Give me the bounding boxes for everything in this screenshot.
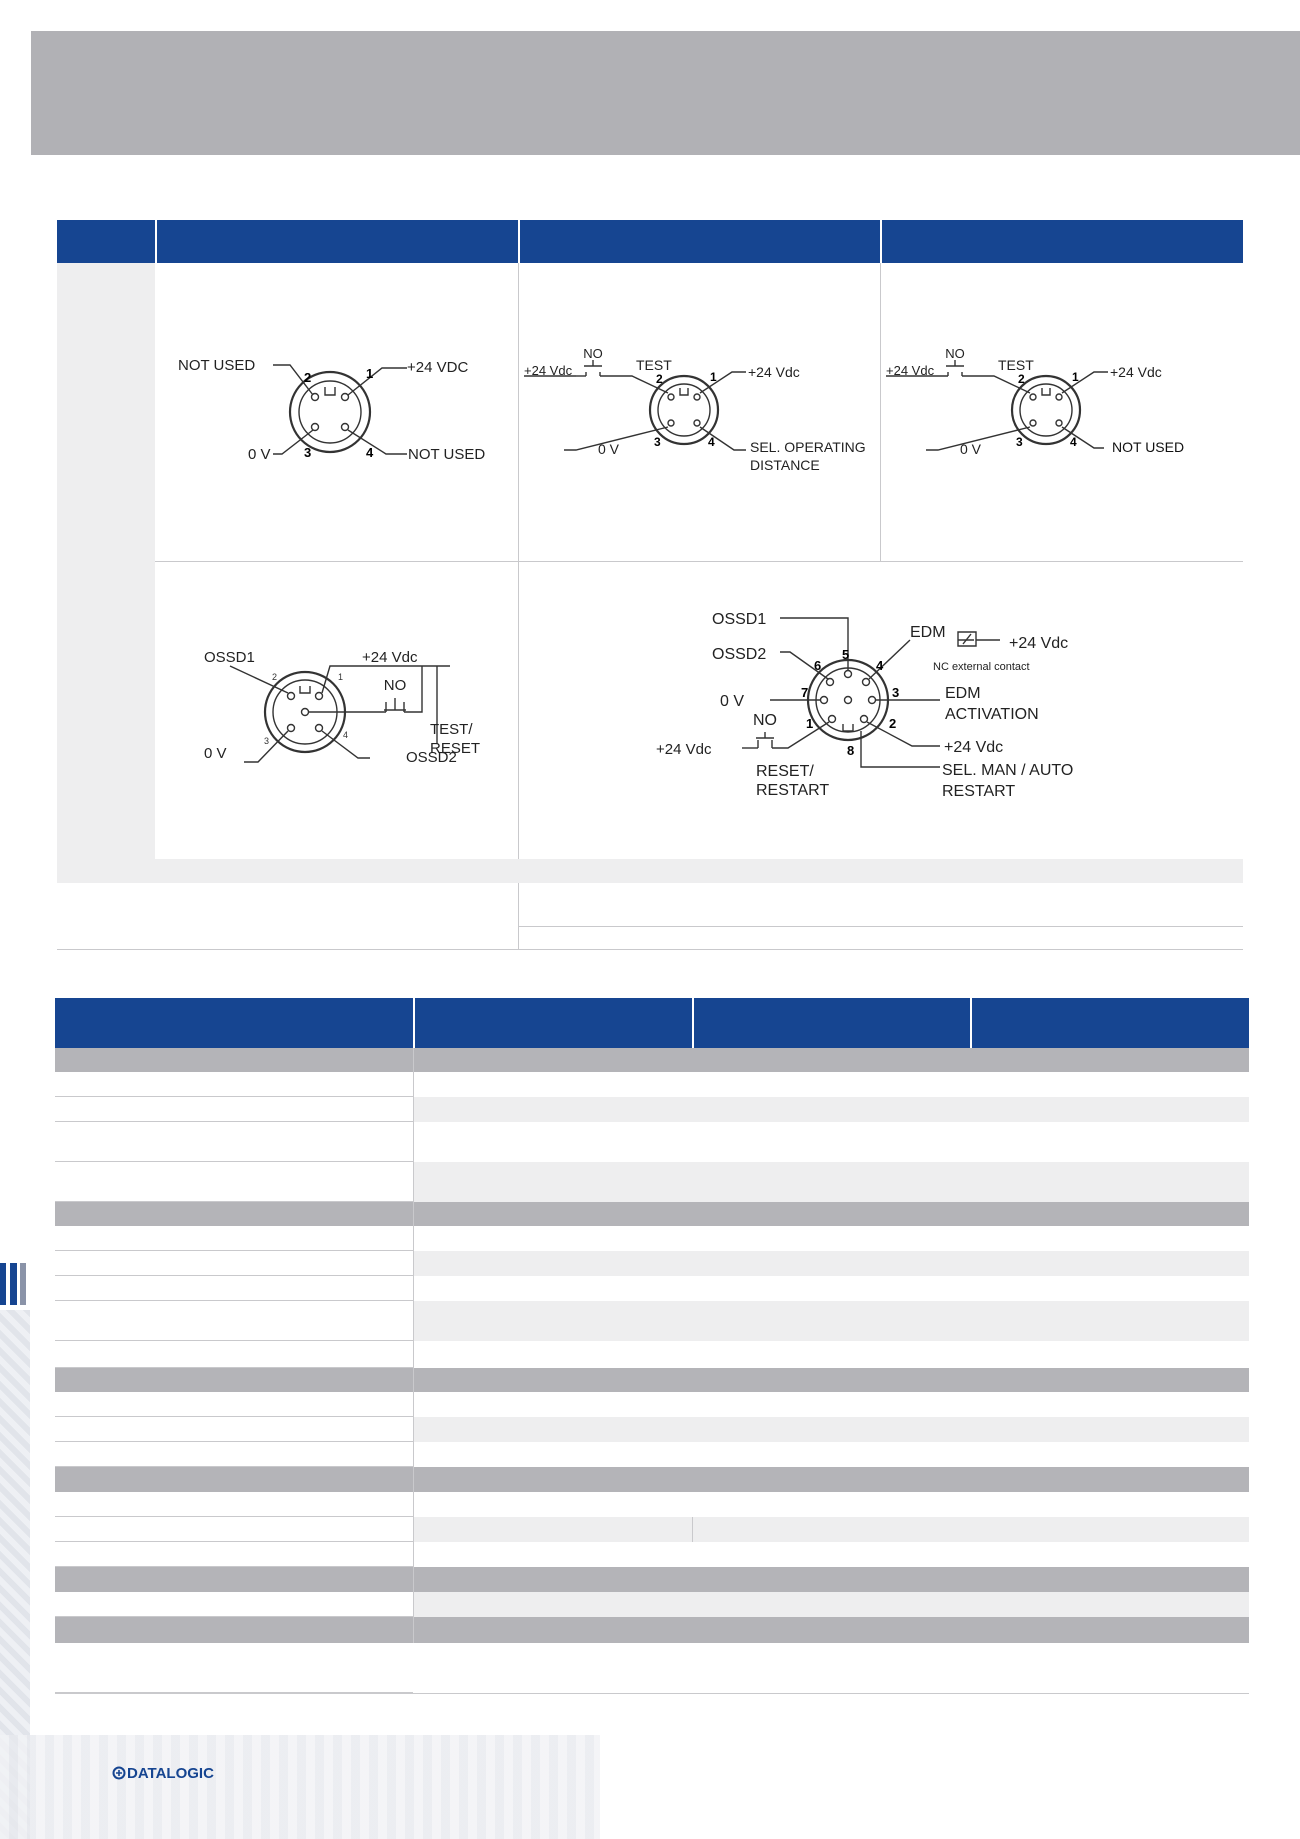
- section-row: [55, 1368, 1249, 1392]
- edm-label: EDM: [910, 624, 946, 641]
- test-reset-label: TEST/: [430, 721, 473, 738]
- supply-label: +24 Vdc: [362, 649, 418, 666]
- edm-supply-label: +24 Vdc: [1009, 635, 1069, 652]
- table-row-value: [414, 1226, 1249, 1251]
- pin-number: 3: [1016, 435, 1023, 449]
- table-divider: [413, 1048, 414, 1643]
- connections-table-footer-strip: [57, 859, 1243, 883]
- pin-number: 3: [892, 685, 900, 700]
- pin-number: 4: [366, 445, 374, 460]
- header-column-divider: [413, 998, 415, 1048]
- ossd2-label: OSSD2: [712, 646, 767, 663]
- section-row: [55, 1467, 1249, 1492]
- ossd2-label: OSSD2: [406, 749, 457, 766]
- section-row: [55, 1202, 1249, 1226]
- table-row-value: [414, 1492, 1249, 1517]
- pin-number: 4: [708, 435, 715, 449]
- table-row-value: [414, 1442, 1249, 1467]
- pin1-label: +24 Vdc: [748, 364, 800, 380]
- technical-data-table-header: [55, 998, 1249, 1048]
- no-contact-label: NO: [583, 346, 603, 361]
- table-row-label: [55, 1301, 413, 1341]
- test-reset-label-line2: RESET: [430, 740, 481, 757]
- pin2-label: NOT USED: [178, 357, 256, 374]
- table-row-value: [414, 1592, 1249, 1617]
- pin-number: 2: [1018, 372, 1025, 386]
- table-row-label: [55, 1162, 413, 1202]
- pin-number: 1: [366, 366, 374, 381]
- pin-number: 3: [304, 445, 312, 460]
- pin-number: 2: [304, 370, 312, 385]
- table-row-value: [414, 1162, 1249, 1202]
- table-row-label: [55, 1122, 413, 1162]
- receiver-connector-diagram: [190, 640, 510, 770]
- no-contact-label: NO: [945, 346, 965, 361]
- pin-number: 2: [889, 716, 897, 731]
- table-row-label: [55, 1542, 413, 1567]
- emitter-test-only-connector-diagram: [882, 340, 1242, 480]
- table-divider: [692, 1517, 693, 1542]
- pin-number: 7: [801, 685, 809, 700]
- table-row-value: [414, 1643, 1249, 1693]
- receiver-8pin-connector-diagram: [650, 600, 1130, 810]
- table-divider: [55, 1693, 1249, 1694]
- footer-pattern: [0, 1735, 600, 1839]
- pin-number: 1: [338, 672, 344, 682]
- pin-number: 6: [814, 658, 822, 673]
- table-row-value: [414, 1072, 1249, 1097]
- pin2-label: +24 Vdc: [944, 739, 1004, 756]
- pin4-label-line2: DISTANCE: [750, 457, 820, 473]
- header-column-divider: [970, 998, 972, 1048]
- pin-number: 1: [710, 370, 717, 384]
- edm-activation-label: EDM: [945, 685, 981, 702]
- pin-number: 3: [264, 736, 270, 746]
- datalogic-logo: [112, 1762, 232, 1784]
- pin-number: 8: [847, 743, 855, 758]
- section-row: [55, 1048, 1249, 1072]
- test-label: TEST: [998, 357, 1034, 373]
- table-row-value: [414, 1251, 1249, 1276]
- zero-v-label: 0 V: [720, 693, 745, 710]
- table-row-value: [414, 1542, 1249, 1567]
- pin1-label: +24 Vdc: [1110, 364, 1162, 380]
- pin4-label: SEL. OPERATING: [750, 439, 866, 455]
- table-row-label: [55, 1097, 413, 1122]
- ossd1-label: OSSD1: [204, 649, 255, 666]
- sel-restart-label-line2: RESTART: [942, 783, 1016, 800]
- table-row-label: [55, 1276, 413, 1301]
- table-row-value: [414, 1517, 1249, 1542]
- table-row-value: [414, 1276, 1249, 1301]
- pin3-label: 0 V: [598, 441, 620, 457]
- table-row-value: [414, 1122, 1249, 1162]
- supply-label: +24 Vdc: [886, 363, 935, 378]
- side-tab-marker: [0, 1263, 28, 1305]
- page-header-band: [31, 31, 1300, 155]
- table-row-label: [55, 1251, 413, 1276]
- table-row-value: [414, 1341, 1249, 1368]
- reset-restart-label: RESET/: [756, 763, 814, 780]
- ossd1-label: OSSD1: [712, 611, 767, 628]
- no-contact-label: NO: [383, 677, 407, 694]
- table-row-label: [55, 1643, 413, 1693]
- pin-number: 4: [876, 658, 884, 673]
- pin-number: 4: [1070, 435, 1077, 449]
- table-row-value: [414, 1392, 1249, 1417]
- no-contact-label: NO: [753, 712, 777, 729]
- table-row-label: [55, 1517, 413, 1542]
- table-row-value: [414, 1097, 1249, 1122]
- pin-number: 2: [272, 672, 278, 682]
- header-column-divider: [692, 998, 694, 1048]
- table-row-label: [55, 1226, 413, 1251]
- emitter-connector-diagram: [170, 340, 510, 480]
- zero-v-label: 0 V: [204, 745, 227, 762]
- edm-activation-label-line2: ACTIVATION: [945, 706, 1039, 723]
- pin-number: 4: [343, 730, 349, 740]
- table-row-label: [55, 1072, 413, 1097]
- pin3-label: 0 V: [960, 441, 982, 457]
- sel-restart-label: SEL. MAN / AUTO: [942, 762, 1074, 779]
- table-row-label: [55, 1392, 413, 1417]
- table-row-label: [55, 1442, 413, 1467]
- nc-contact-label: NC external contact: [933, 661, 1030, 673]
- supply-label: +24 Vdc: [524, 363, 573, 378]
- table-row-label: [55, 1417, 413, 1442]
- table-row-label: [55, 1492, 413, 1517]
- connections-row-label-column: [57, 263, 155, 883]
- table-row-value: [414, 1417, 1249, 1442]
- section-row: [55, 1617, 1249, 1643]
- pin-number: 1: [806, 716, 814, 731]
- section-row: [55, 1567, 1249, 1592]
- table-row-value: [414, 1301, 1249, 1341]
- pin-number: 5: [842, 647, 850, 662]
- supply-label: +24 Vdc: [656, 741, 712, 758]
- reset-restart-label-line2: RESTART: [756, 782, 830, 799]
- pin3-label: 0 V: [248, 446, 271, 463]
- pin-number: 3: [654, 435, 661, 449]
- pin-number: 1: [1072, 370, 1079, 384]
- test-label: TEST: [636, 357, 672, 373]
- pin4-label: NOT USED: [1112, 439, 1185, 455]
- pin1-label: +24 VDC: [407, 359, 469, 376]
- pin4-label: NOT USED: [408, 446, 486, 463]
- connections-table-header: [57, 220, 1243, 263]
- table-row-label: [55, 1592, 413, 1617]
- pin-number: 2: [656, 372, 663, 386]
- table-row-label: [55, 1341, 413, 1368]
- emitter-test-connector-diagram: [520, 340, 880, 480]
- logo-text: DATALOGIC: [127, 1765, 214, 1782]
